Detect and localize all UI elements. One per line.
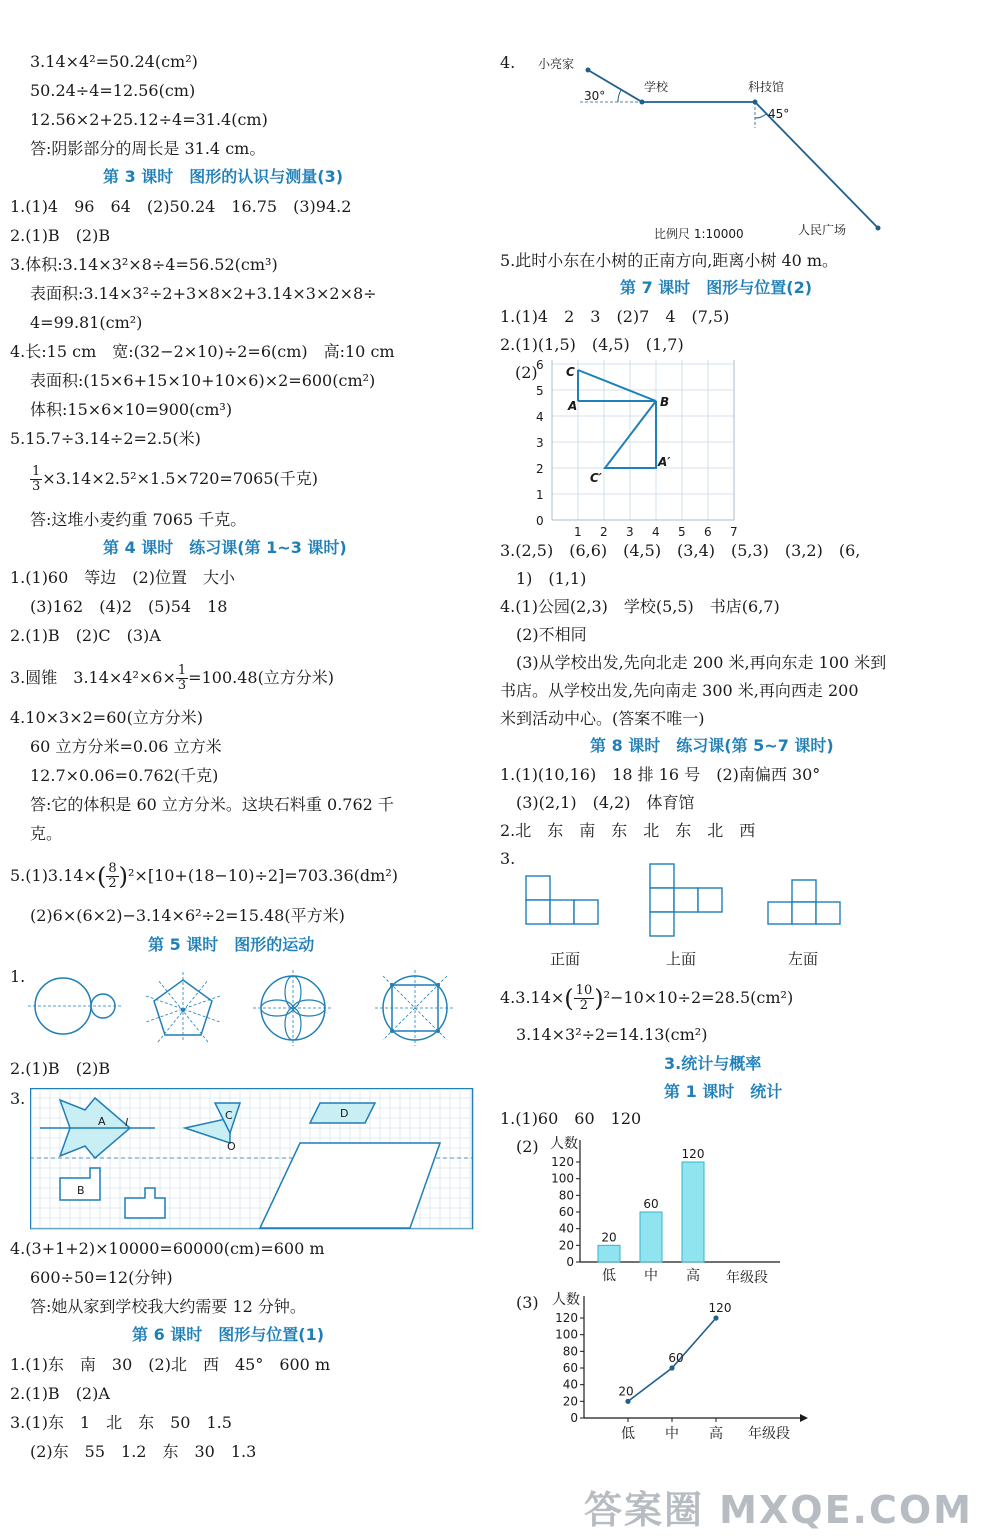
y-tick-label: 100 bbox=[555, 1327, 578, 1342]
x-tick-label: 5 bbox=[678, 525, 686, 539]
point-c-prime: C′ bbox=[590, 471, 602, 485]
map-angle-30: 30° bbox=[584, 89, 606, 103]
y-axis-label: 人数 bbox=[550, 1136, 578, 1152]
y-axis-label: 人数 bbox=[552, 1292, 580, 1308]
symmetry-figures bbox=[28, 970, 478, 1050]
x-axis-label: 年级段 bbox=[748, 1426, 790, 1442]
fraction: $\frac{1}{3}$ bbox=[32, 464, 41, 494]
text-line: 1.(1)东 南 30 (2)北 西 45° 600 m bbox=[10, 1355, 331, 1374]
shape-label-b: B bbox=[77, 1184, 85, 1197]
lesson-heading: 第 8 课时 练习课(第 5~7 课时) bbox=[590, 736, 834, 755]
text-line: 2.(1)B (2)A bbox=[10, 1384, 110, 1403]
text-line: (3)162 (4)2 (5)54 18 bbox=[30, 597, 228, 616]
text-line: (2) bbox=[515, 363, 538, 382]
data-point bbox=[713, 1315, 718, 1320]
text-line: 4=99.81(cm²) bbox=[30, 313, 143, 332]
line-chart bbox=[520, 1288, 810, 1446]
text-line: 3.(1)东 1 北 东 50 1.5 bbox=[10, 1413, 232, 1432]
bar bbox=[682, 1162, 704, 1262]
text-line: $\frac{1}{3}$ ×3.14×2.5²×1.5×720=7065(千克) bbox=[32, 464, 318, 494]
y-tick-label: 0 bbox=[536, 514, 544, 528]
x-axis-arrow bbox=[800, 1414, 808, 1422]
y-tick-label: 20 bbox=[562, 1394, 578, 1409]
fraction: $\frac{10}{2}$ bbox=[575, 983, 593, 1013]
text-line: 5.15.7÷3.14÷2=2.5(米) bbox=[10, 429, 201, 448]
map-label-square: 人民广场 bbox=[798, 223, 847, 237]
y-tick-label: 6 bbox=[536, 360, 544, 372]
text-line: 2.(1)B (2)B bbox=[10, 1059, 111, 1078]
text-line: 1. bbox=[10, 967, 26, 986]
text-line: 3.14×3²÷2=14.13(cm²) bbox=[516, 1025, 708, 1044]
coordinate-grid bbox=[530, 360, 740, 540]
lesson-heading: 第 6 课时 图形与位置(1) bbox=[132, 1325, 325, 1344]
text-line: 3. bbox=[10, 1089, 26, 1108]
text-line: 3.(2,5) (6,6) (4,5) (3,4) (5,3) (3,2) (6, bbox=[500, 541, 861, 560]
text-line: (2)东 55 1.2 东 30 1.3 bbox=[30, 1442, 257, 1461]
text-line: 1.(1)4 2 3 (2)7 4 (7,5) bbox=[500, 307, 730, 326]
section-heading: 3.统计与概率 bbox=[664, 1054, 762, 1073]
x-tick-label: 4 bbox=[652, 525, 660, 539]
text-line: 答:它的体积是 60 立方分米。这块石料重 0.762 千 bbox=[30, 795, 394, 814]
x-tick-label: 1 bbox=[574, 525, 582, 539]
y-tick-label: 120 bbox=[555, 1311, 578, 1325]
shape-label-d: D bbox=[340, 1107, 349, 1120]
category-label: 中 bbox=[665, 1426, 679, 1442]
text-line: 3.体积:3.14×3²×8÷4=56.52(cm³) bbox=[10, 255, 278, 274]
text-line: 答:这堆小麦约重 7065 千克。 bbox=[30, 510, 247, 529]
shape-label-c: C bbox=[225, 1109, 233, 1122]
category-label: 高 bbox=[686, 1268, 700, 1284]
data-label: 120 bbox=[681, 1147, 705, 1161]
lesson-heading: 第 7 课时 图形与位置(2) bbox=[620, 278, 813, 297]
text-line: 1.(1)60 等边 (2)位置 大小 bbox=[10, 568, 235, 587]
y-tick-label: 5 bbox=[536, 384, 544, 398]
y-tick-label: 3 bbox=[536, 436, 544, 450]
view-label-top: 上面 bbox=[666, 950, 697, 968]
text-line: 600÷50=12(分钟) bbox=[30, 1268, 173, 1287]
text-line: 12.7×0.06=0.762(千克) bbox=[30, 766, 219, 785]
point-c: C bbox=[566, 365, 575, 379]
text-line: 答:她从家到学校我大约需要 12 分钟。 bbox=[30, 1297, 306, 1316]
data-label: 60 bbox=[643, 1197, 659, 1211]
text-line: 表面积:3.14×3²÷2+3×8×2+3.14×3×2×8÷ bbox=[30, 284, 377, 303]
text-line: 12.56×2+25.12÷4=31.4(cm) bbox=[30, 110, 268, 129]
text-line: (3) bbox=[516, 1293, 539, 1312]
data-label: 120 bbox=[708, 1301, 732, 1315]
y-tick-label: 40 bbox=[562, 1377, 578, 1392]
text-line: 5.此时小东在小树的正南方向,距离小树 40 m。 bbox=[500, 251, 839, 270]
y-tick-label: 0 bbox=[570, 1411, 578, 1425]
text-line: 2.(1)B (2)C (3)A bbox=[10, 626, 161, 645]
x-tick-label: 2 bbox=[600, 525, 608, 539]
flower-circle-figure bbox=[253, 970, 333, 1046]
point-b: B bbox=[660, 395, 670, 409]
pentagon-figure bbox=[146, 972, 220, 1042]
y-tick-label: 80 bbox=[558, 1188, 574, 1203]
category-label: 低 bbox=[602, 1268, 616, 1284]
shape-label-a: A bbox=[98, 1115, 106, 1128]
text-line: (2)不相同 bbox=[516, 625, 587, 644]
y-tick-label: 60 bbox=[562, 1361, 578, 1375]
watermark: 答案圈 MXQE.COM bbox=[583, 1488, 973, 1532]
y-tick-label: 1 bbox=[536, 488, 544, 502]
y-tick-label: 60 bbox=[558, 1205, 574, 1219]
point-a: A bbox=[568, 399, 578, 413]
route-map bbox=[530, 48, 890, 246]
three-views bbox=[520, 860, 860, 970]
text-line: 4.(1)公园(2,3) 学校(5,5) 书店(6,7) bbox=[500, 597, 780, 616]
text-line: 2.北 东 南 东 北 东 北 西 bbox=[500, 821, 756, 840]
map-label-school: 学校 bbox=[644, 80, 669, 94]
y-tick-label: 120 bbox=[551, 1155, 574, 1169]
lesson-heading: 第 4 课时 练习课(第 1~3 课时) bbox=[103, 538, 347, 557]
square-circle-figure bbox=[375, 970, 455, 1046]
y-tick-label: 2 bbox=[536, 462, 544, 476]
view-label-left: 左面 bbox=[788, 950, 819, 968]
map-label-home: 小亮家 bbox=[538, 57, 575, 71]
category-label: 低 bbox=[621, 1426, 635, 1442]
text-line: (2)6×(6×2)−3.14×6²÷2=15.48(平方米) bbox=[30, 906, 345, 925]
x-tick-label: 3 bbox=[626, 525, 634, 539]
bar bbox=[598, 1245, 620, 1262]
text-line: 4.(3+1+2)×10000=60000(cm)=600 m bbox=[10, 1239, 325, 1258]
svg-text:l: l bbox=[125, 1116, 129, 1129]
y-tick-label: 80 bbox=[562, 1344, 578, 1359]
text-line: 3. bbox=[500, 849, 516, 868]
fraction: $\frac{8}{2}$ bbox=[108, 861, 117, 891]
y-tick-label: 40 bbox=[558, 1221, 574, 1236]
text-line: 1.(1)(10,16) 18 排 16 号 (2)南偏西 30° bbox=[500, 765, 821, 784]
data-label: 20 bbox=[618, 1384, 634, 1399]
text-line: 答:阴影部分的周长是 31.4 cm。 bbox=[30, 139, 266, 158]
map-scale: 比例尺 1:10000 bbox=[654, 227, 744, 241]
text-line: 1.(1)60 60 120 bbox=[500, 1109, 642, 1128]
text-line: 1.(1)4 96 64 (2)50.24 16.75 (3)94.2 bbox=[10, 197, 352, 216]
data-point bbox=[669, 1365, 674, 1370]
text-line: 4.3.14×( $\frac{10}{2}$ )²−10×10÷2=28.5(cm²) bbox=[500, 983, 794, 1013]
view-label-front: 正面 bbox=[550, 950, 581, 968]
map-angle-45: 45° bbox=[768, 107, 790, 121]
y-tick-label: 20 bbox=[558, 1238, 574, 1253]
x-axis-label: 年级段 bbox=[726, 1270, 768, 1286]
text-line: 4.长:15 cm 宽:(32−2×10)÷2=6(cm) 高:10 cm bbox=[10, 342, 395, 361]
text-line: 米到活动中心。(答案不唯一) bbox=[500, 709, 705, 728]
text-line: (3)从学校出发,先向北走 200 米,再向东走 100 米到 bbox=[516, 653, 887, 672]
transformation-grid bbox=[30, 1088, 474, 1230]
bar bbox=[640, 1212, 662, 1262]
lesson-heading: 第 1 课时 统计 bbox=[664, 1082, 783, 1101]
text-line: 50.24÷4=12.56(cm) bbox=[30, 81, 196, 100]
category-label: 中 bbox=[644, 1268, 658, 1284]
text-line: 表面积:(15×6+15×10+10×6)×2=600(cm²) bbox=[30, 371, 376, 390]
category-label: 高 bbox=[709, 1426, 723, 1442]
text-line: 3.14×4²=50.24(cm²) bbox=[30, 52, 198, 71]
y-tick-label: 4 bbox=[536, 410, 544, 424]
map-label-museum: 科技馆 bbox=[748, 80, 785, 94]
text-line: (3)(2,1) (4,2) 体育馆 bbox=[516, 793, 695, 812]
x-tick-label: 7 bbox=[730, 525, 738, 539]
text-line: 3.圆锥 3.14×4²×6× $\frac{1}{3}$ =100.48(立方分米) bbox=[10, 663, 335, 693]
text-line: 克。 bbox=[30, 824, 63, 843]
text-line: 60 立方分米=0.06 立方米 bbox=[30, 737, 222, 756]
text-line: 1) (1,1) bbox=[516, 569, 587, 588]
y-tick-label: 100 bbox=[551, 1171, 574, 1186]
shape-label-o: O bbox=[227, 1140, 236, 1153]
text-line: 4.10×3×2=60(立方分米) bbox=[10, 708, 204, 727]
data-label: 60 bbox=[668, 1351, 684, 1365]
bar-chart bbox=[520, 1132, 790, 1288]
text-line: 5.(1)3.14×( $\frac{8}{2}$ )²×[10+(18−10)÷2]=703.36(dm²) bbox=[10, 861, 398, 891]
text-line: 体积:15×6×10=900(cm³) bbox=[30, 400, 233, 419]
text-line: 书店。从学校出发,先向南走 300 米,再向西走 200 bbox=[500, 681, 859, 700]
point-a-prime: A′ bbox=[658, 455, 671, 469]
text-line: 2.(1)(1,5) (4,5) (1,7) bbox=[500, 335, 684, 354]
y-tick-label: 0 bbox=[566, 1255, 574, 1269]
two-circles-figure bbox=[28, 978, 123, 1034]
text-line: (2) bbox=[516, 1137, 539, 1156]
text-line: 2.(1)B (2)B bbox=[10, 226, 111, 245]
x-tick-label: 6 bbox=[704, 525, 712, 539]
data-point bbox=[625, 1399, 630, 1404]
lesson-heading: 第 5 课时 图形的运动 bbox=[148, 935, 315, 954]
fraction: $\frac{1}{3}$ bbox=[177, 663, 187, 693]
text-line: 4. bbox=[500, 53, 516, 72]
lesson-heading: 第 3 课时 图形的认识与测量(3) bbox=[103, 167, 344, 186]
data-label: 20 bbox=[601, 1230, 617, 1245]
